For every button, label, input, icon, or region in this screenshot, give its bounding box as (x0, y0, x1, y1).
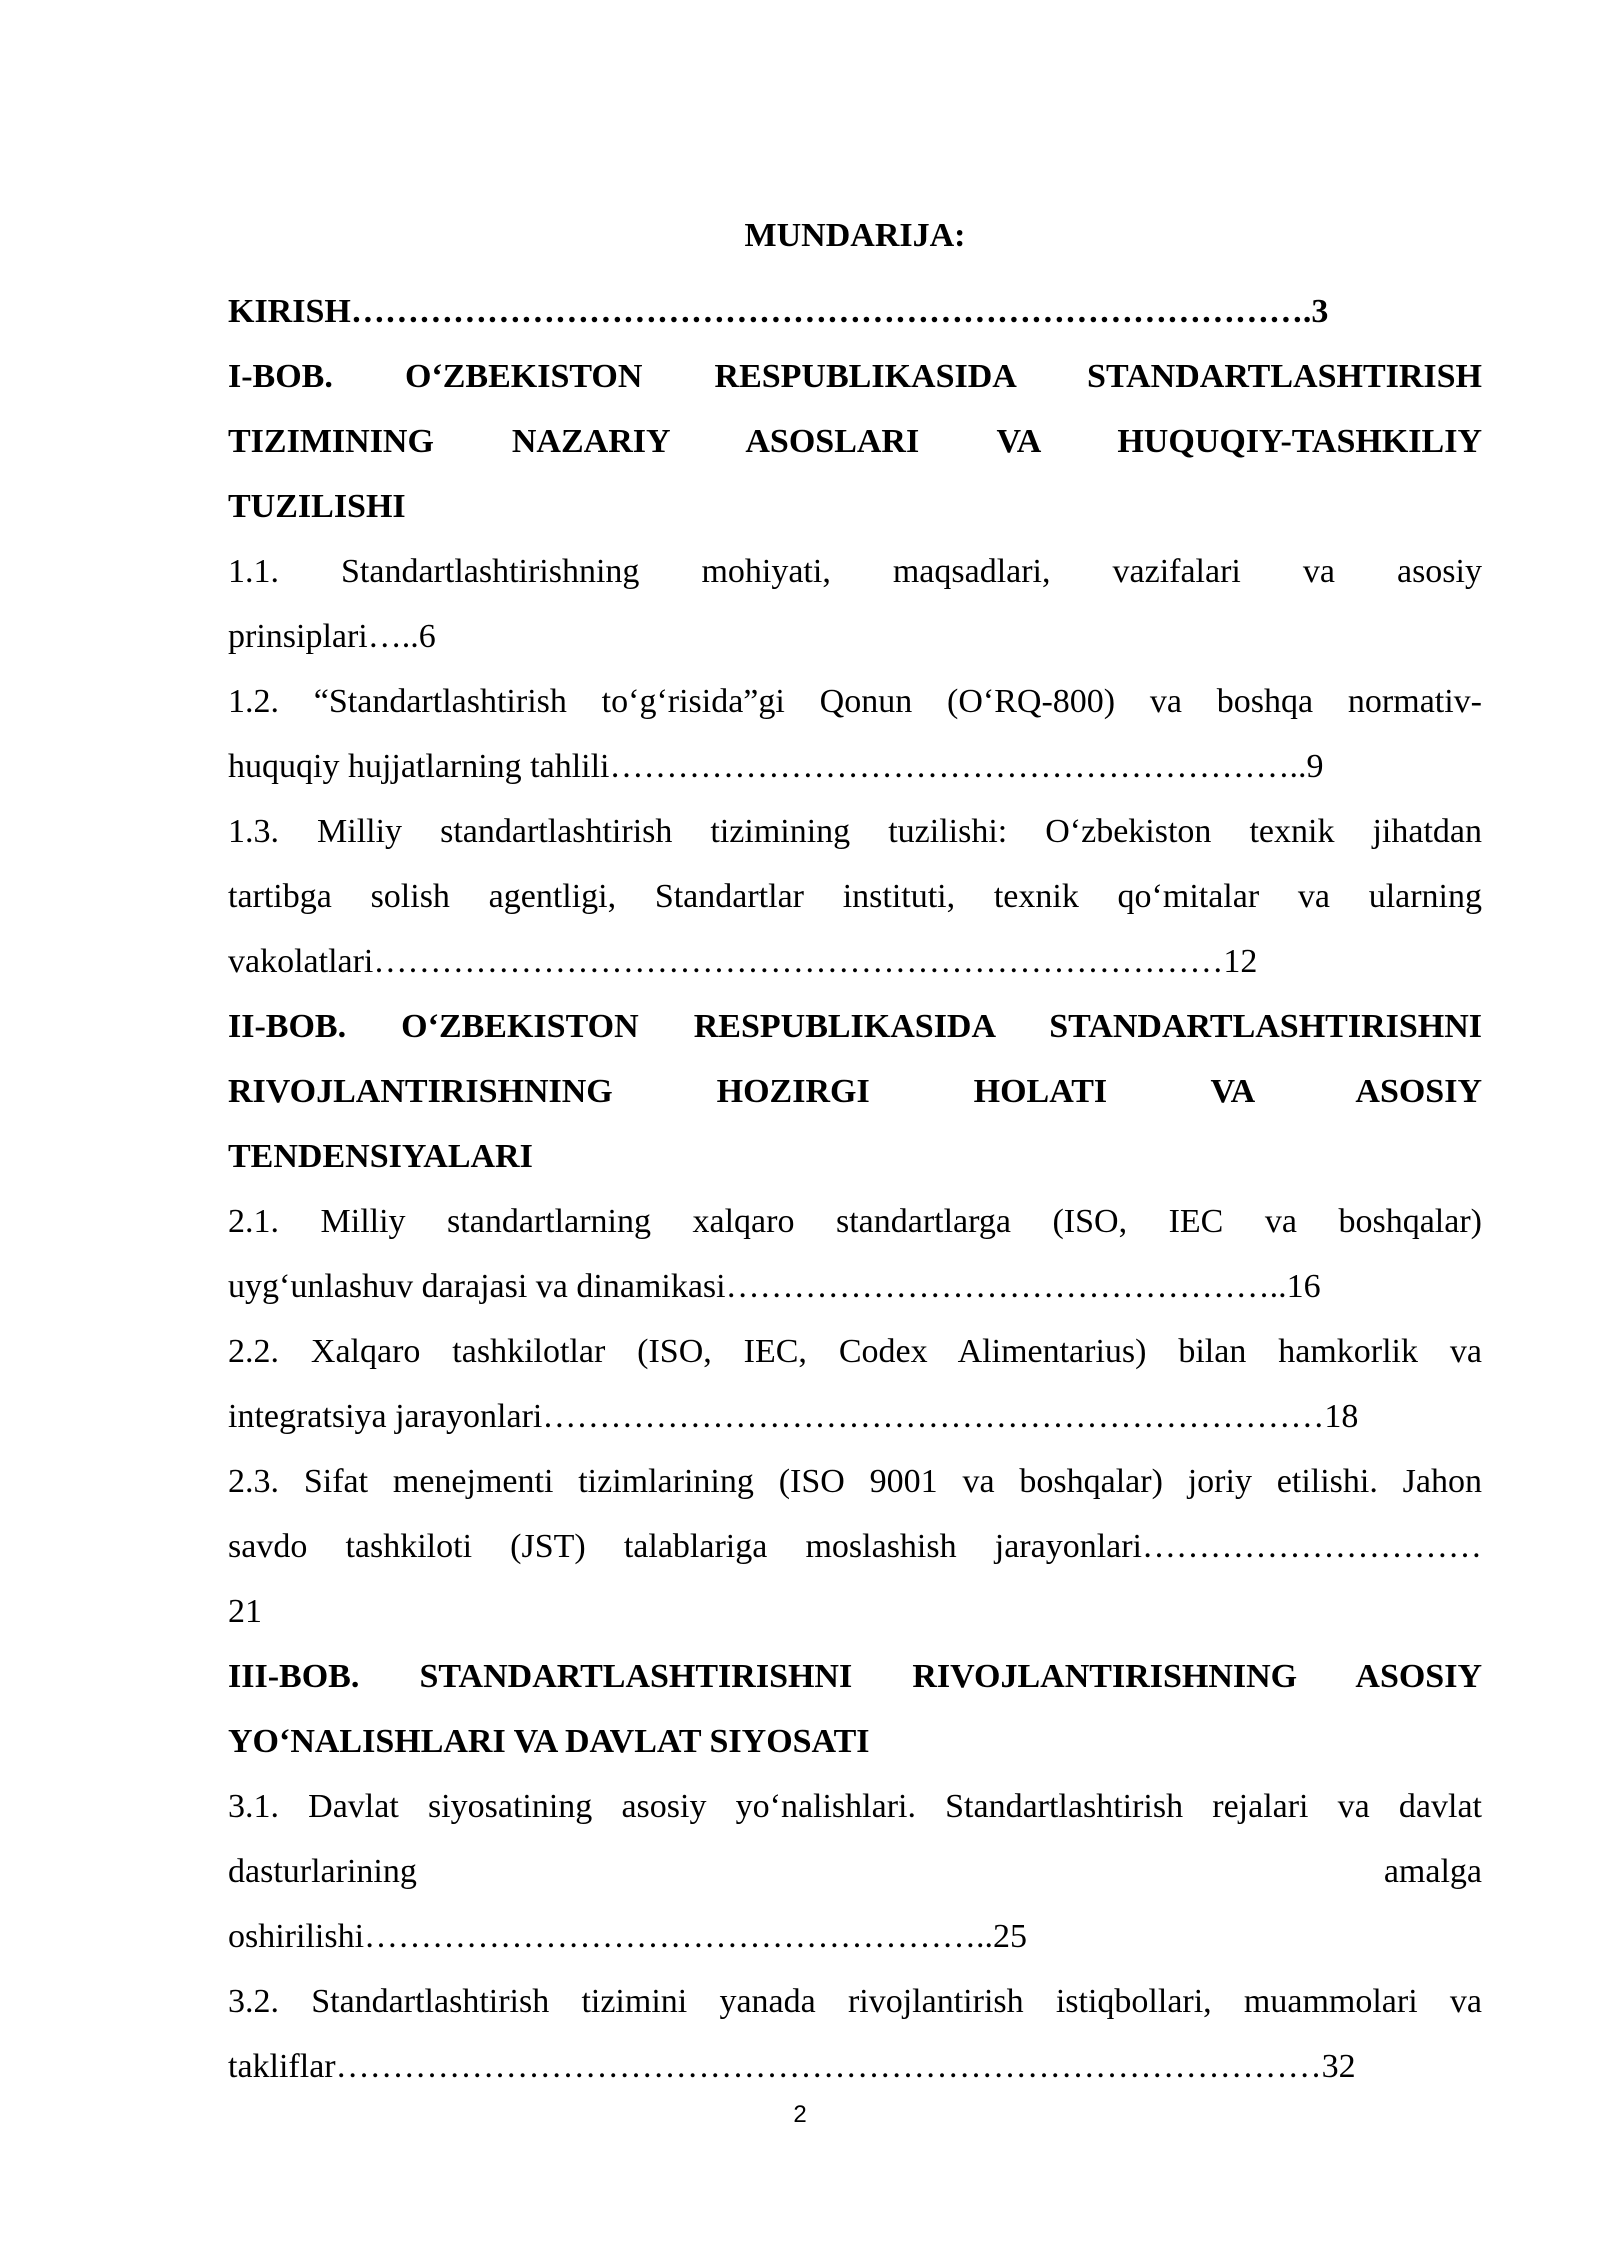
toc-line: integratsiya jarayonlari……………………………………………………………18 (228, 1398, 1359, 1435)
toc-line: TUZILISHI (228, 488, 406, 525)
toc-line: prinsiplari…..6 (228, 618, 436, 655)
toc-line: 3.1. Davlat siyosatining asosiy yo‘nalishlari. Standartlashtirish rejalari va davlat (228, 1788, 1482, 1825)
page-number: 2 (793, 2101, 807, 2128)
toc-line: RIVOJLANTIRISHNING HOZIRGI HOLATI VA ASOSIY (228, 1073, 1482, 1110)
toc-line: KIRISH………………………………………………………………………….3 (228, 293, 1329, 330)
toc-title: MUNDARIJA: (744, 217, 966, 254)
toc-line: takliflar……………………………………………………………………………32 (228, 2048, 1356, 2085)
toc-line: 21 (228, 1593, 262, 1630)
toc-line: 1.1. Standartlashtirishning mohiyati, maqsadlari, vazifalari va asosiy (228, 553, 1482, 590)
toc-line: tartibga solish agentligi, Standartlar instituti, texnik qo‘mitalar va ularning (228, 878, 1482, 915)
toc-line: dasturlarining amalga (228, 1853, 1482, 1890)
toc-line: 1.2. “Standartlashtirish to‘g‘risida”gi Qonun (O‘RQ-800) va boshqa normativ- (228, 683, 1482, 720)
toc-line: uyg‘unlashuv darajasi va dinamikasi…………………………………………..16 (228, 1268, 1321, 1305)
toc-line: huquqiy hujjatlarning tahlili……………………………………………………..9 (228, 748, 1324, 785)
toc-line: YO‘NALISHLARI VA DAVLAT SIYOSATI (228, 1723, 870, 1760)
toc-line: 2.2. Xalqaro tashkilotlar (ISO, IEC, Codex Alimentarius) bilan hamkorlik va (228, 1333, 1482, 1370)
toc-line: TENDENSIYALARI (228, 1138, 533, 1175)
toc-line: 3.2. Standartlashtirish tizimini yanada rivojlantirish istiqbollari, muammolari va (228, 1983, 1482, 2020)
toc-line: III-BOB. STANDARTLASHTIRISHNI RIVOJLANTIRISHNING ASOSIY (228, 1658, 1482, 1695)
toc-line: 1.3. Milliy standartlashtirish tizimining tuzilishi: O‘zbekiston texnik jihatdan (228, 813, 1482, 850)
toc-line: 2.1. Milliy standartlarning xalqaro standartlarga (ISO, IEC va boshqalar) (228, 1203, 1482, 1240)
toc-line: vakolatlari…………………………………………………………………12 (228, 943, 1258, 980)
toc-lines (228, 279, 1482, 2099)
toc-line: oshirilishi………………………………………………..25 (228, 1918, 1028, 1955)
toc-line: II-BOB. O‘ZBEKISTON RESPUBLIKASIDA STANDARTLASHTIRISHNI (228, 1008, 1482, 1045)
toc-line: savdo tashkiloti (JST) talablariga moslashish jarayonlari………………………… (228, 1528, 1482, 1565)
toc-line: I-BOB. O‘ZBEKISTON RESPUBLIKASIDA STANDARTLASHTIRISH (228, 358, 1482, 395)
toc-line: 2.3. Sifat menejmenti tizimlarining (ISO 9001 va boshqalar) joriy etilishi. Jahon (228, 1463, 1482, 1500)
table-of-contents (228, 215, 1482, 2099)
toc-line: TIZIMINING NAZARIY ASOSLARI VA HUQUQIY-TASHKILIY (228, 423, 1482, 460)
